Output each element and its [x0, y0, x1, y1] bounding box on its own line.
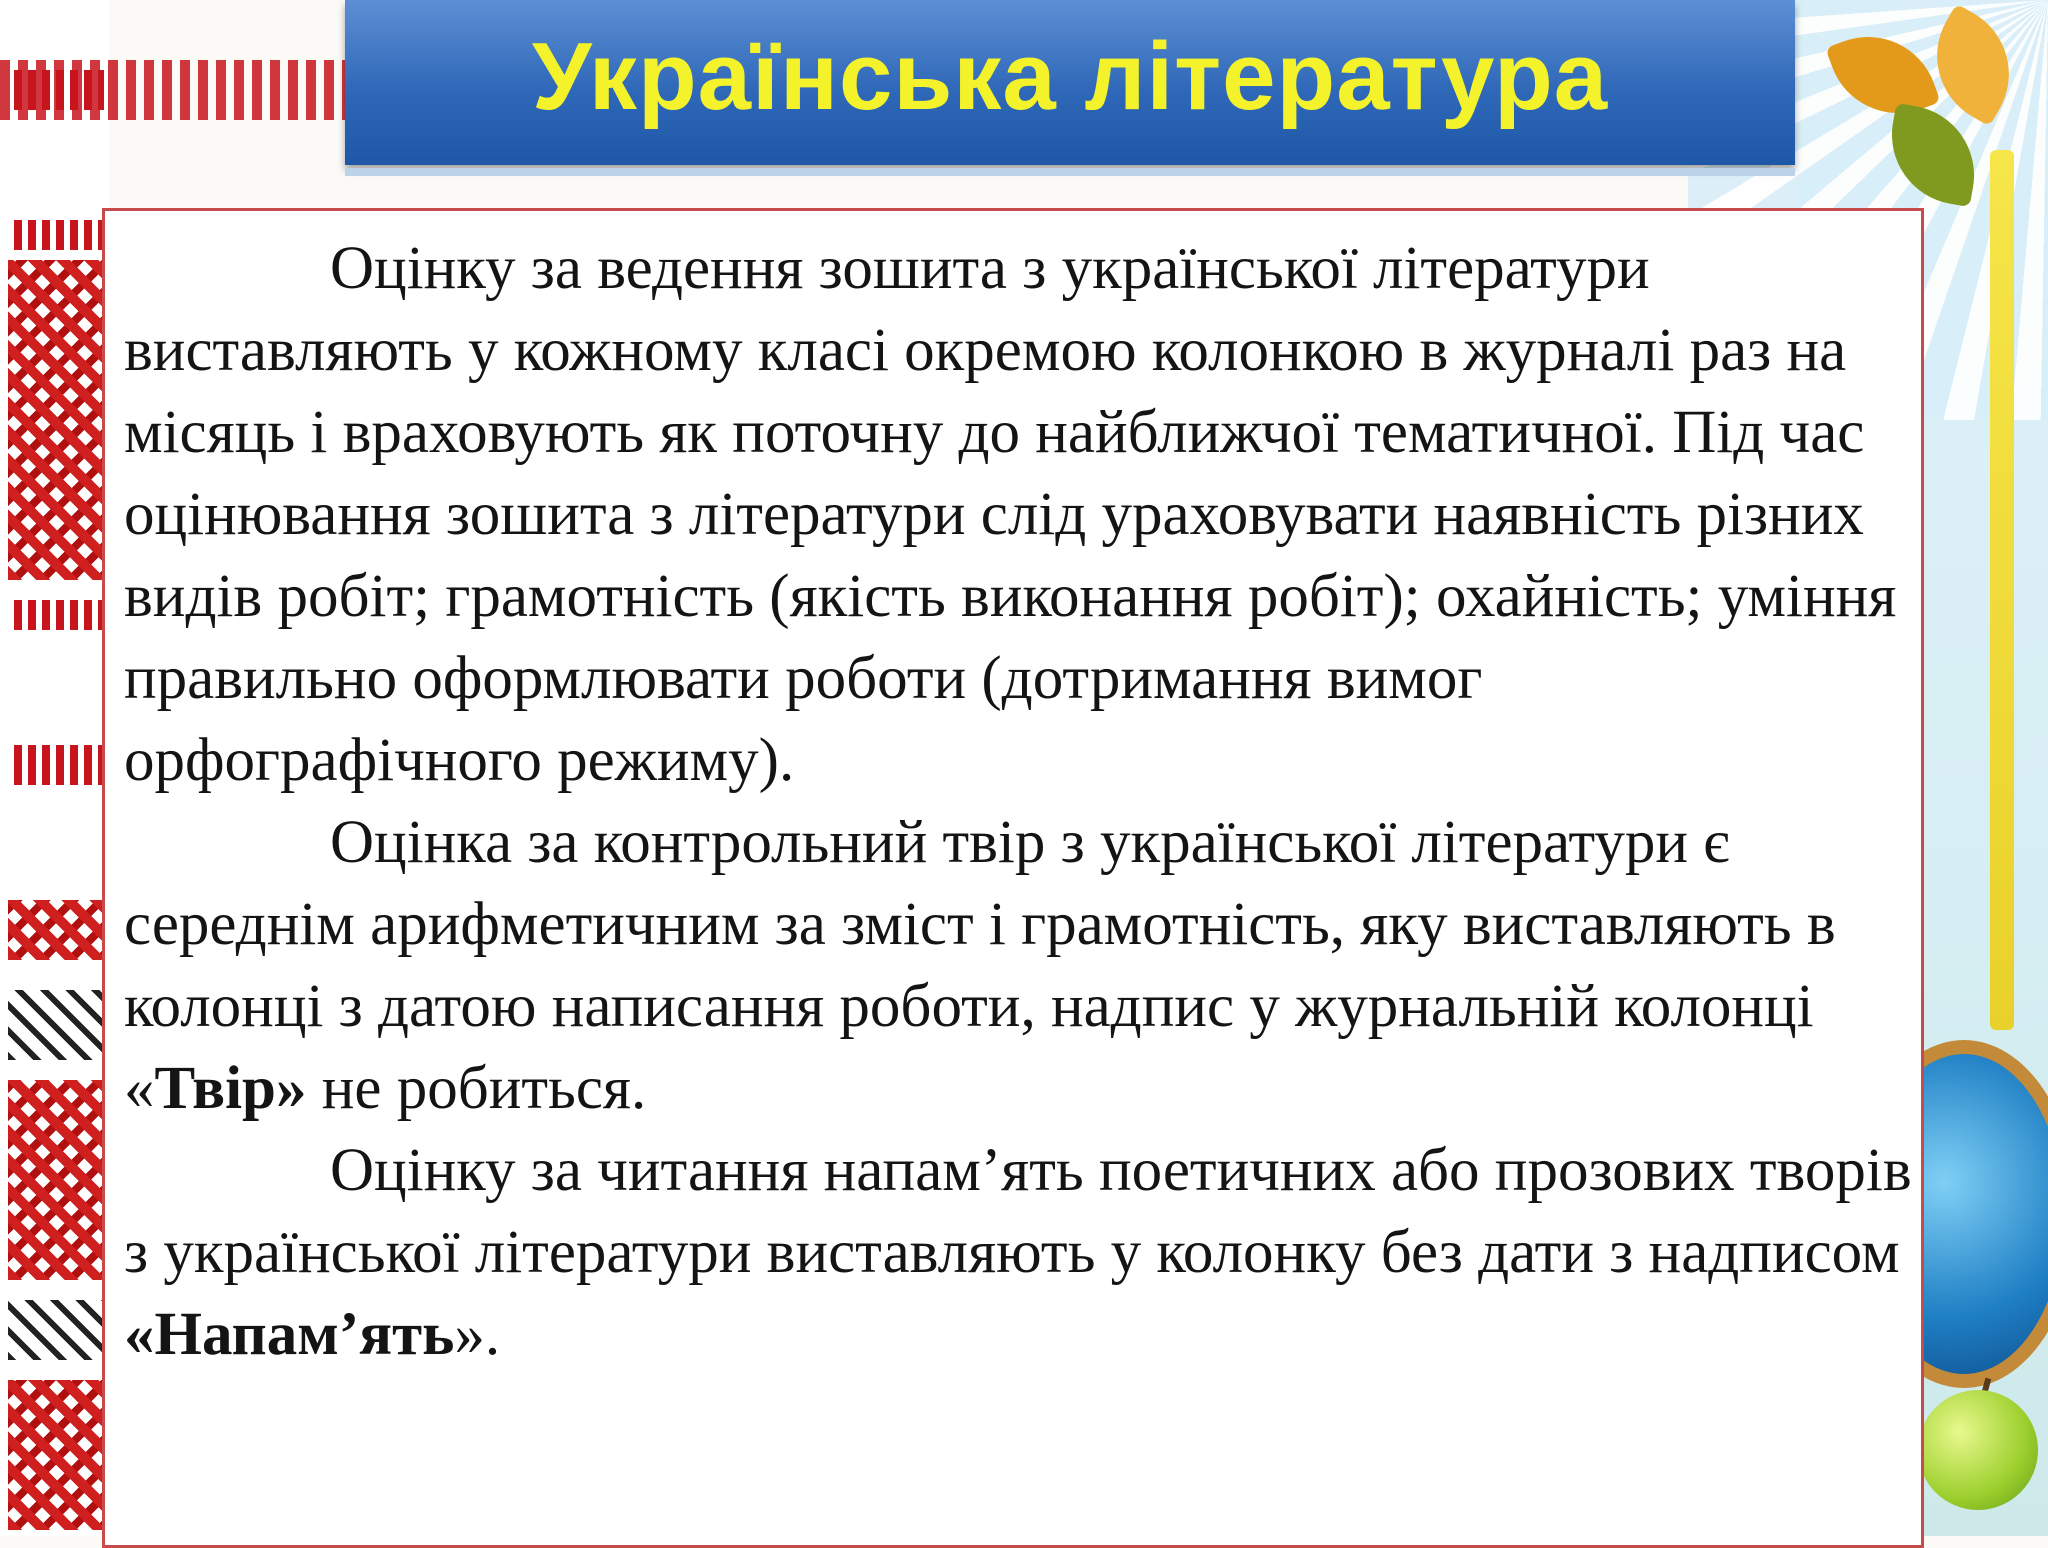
title-underline [345, 168, 1795, 176]
ornament-row [14, 220, 104, 250]
pencil-stripe [1990, 150, 2014, 1030]
ornament-block [8, 1300, 104, 1360]
text-content [124, 228, 1914, 1376]
paragraph-notebook: Оцінку за ведення зошита з української літератури виставляють у кожному класі окремою колонкою в журналі раз на місяць і враховують як поточну до найближчої тематичної. Під час оцінювання зошита з літератури слід ураховувати наявність різних видів робіт; грамотність (якість виконання робіт); охайність; уміння правильно оформлювати роботи (дотримання вимог орфографічного режиму). [124, 235, 1897, 794]
ornament-block [8, 900, 104, 960]
folk-ornament-strip [0, 0, 110, 1536]
slide-title: Українська література [531, 23, 1609, 130]
apple-icon [1918, 1390, 2038, 1510]
ornament-block [8, 1380, 104, 1530]
ornament-block [8, 990, 104, 1060]
bold-term: «Напам’ять [124, 1301, 455, 1368]
ornament-row [14, 745, 104, 785]
paragraph-essay [124, 802, 1914, 1130]
paragraph-text: ». [454, 1301, 501, 1368]
ornament-row [14, 600, 104, 630]
paragraph-text: Оцінка за контрольний твір з української літератури є середнім арифметичним за зміст і грамотність, яку виставляють в колонці з датою написання роботи, надпис у журнальній колонці « [124, 809, 1836, 1122]
paragraph-text: не робиться. [306, 1055, 647, 1122]
ornament-block [8, 260, 104, 580]
paragraph-text: Оцінку за читання напам’ять поетичних або прозових творів з української літератури виставляють у колонку без дати з надписом [124, 1137, 1912, 1286]
ornament-band [0, 60, 350, 120]
title-banner [345, 0, 1795, 165]
ornament-block [8, 1080, 104, 1280]
bold-term: Твір» [154, 1055, 307, 1122]
paragraph-memorization [124, 1130, 1914, 1376]
